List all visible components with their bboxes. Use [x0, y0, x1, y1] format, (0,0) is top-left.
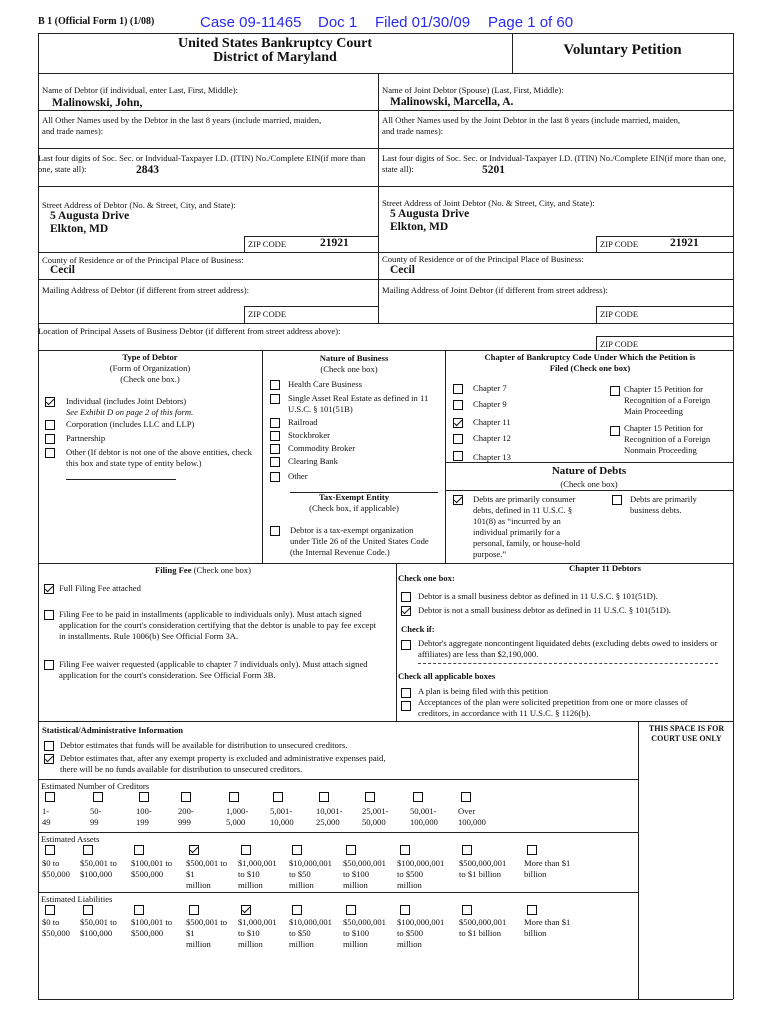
creditors-option-4: 1,000- 5,000	[226, 806, 249, 827]
no-funds-label: Debtor estimates that, after any exempt property is excluded and administrative expenses paid, there will be no funds available for distribution to unsecured creditors.	[60, 753, 386, 774]
assets-option-2: $100,001 to $500,000	[131, 858, 173, 879]
filing-fee-title-sub: (Check one box)	[193, 565, 251, 575]
chapter-13-label: Chapter 13	[473, 452, 511, 462]
health-care-checkbox[interactable]	[270, 380, 280, 390]
installments-checkbox[interactable]	[44, 610, 54, 620]
nature-of-debts-sub: (Check one box)	[560, 479, 618, 489]
health-care-label: Health Care Business	[288, 379, 362, 389]
plan-filed-label: A plan is being filed with this petition	[418, 686, 549, 696]
creditors-option-9: Over 100,000	[458, 806, 486, 827]
court-name: United States Bankruptcy Court	[177, 36, 373, 51]
tax-exempt-title: Tax-Exempt Entity	[318, 492, 390, 502]
other-entity-label: Other (If debtor is not one of the above entities, check this box and state type of entity below.)	[66, 447, 252, 468]
partnership-label: Partnership	[66, 433, 106, 443]
creditors-option-6: 10,001- 25,000	[316, 806, 343, 827]
debtor-name-label: Name of Debtor (if individual, enter Last, First, Middle):	[42, 85, 238, 95]
debtor-city[interactable]: Elkton, MD	[50, 223, 109, 235]
creditors-checkbox-6[interactable]	[319, 792, 329, 802]
assets-option-6: $50,000,001 to $100 million	[343, 858, 386, 890]
creditors-checkbox-0[interactable]	[45, 792, 55, 802]
debtor-zip[interactable]: 21921	[320, 237, 349, 249]
creditors-checkbox-2[interactable]	[139, 792, 149, 802]
stat-title: Statistical/Administrative Information	[42, 725, 184, 735]
stockbroker-label: Stockbroker	[288, 430, 331, 440]
assets-option-7: $100,000,001 to $500 million	[397, 858, 445, 890]
debtor-zip-label: ZIP CODE	[248, 239, 287, 249]
debtor-street[interactable]: 5 Augusta Drive	[50, 210, 130, 222]
assets-option-9: More than $1 billion	[524, 858, 571, 879]
liabilities-checkbox-7[interactable]	[400, 905, 410, 915]
assets-checkbox-2[interactable]	[134, 845, 144, 855]
no-funds-checkbox[interactable]	[44, 754, 54, 764]
full-fee-label: Full Filing Fee attached	[59, 583, 141, 593]
chapter-11-checkbox[interactable]	[453, 418, 463, 428]
assets-label: Estimated Assets	[41, 834, 100, 844]
assets-option-5: $10,000,001 to $50 million	[289, 858, 332, 890]
railroad-checkbox[interactable]	[270, 418, 280, 428]
creditors-checkbox-3[interactable]	[181, 792, 191, 802]
tax-exempt-checkbox[interactable]	[270, 526, 280, 536]
corporation-label: Corporation (includes LLC and LLP)	[66, 419, 195, 429]
assets-option-3: $500,001 to $1 million	[186, 858, 228, 890]
court-use-only: THIS SPACE IS FOR COURT USE ONLY	[648, 724, 725, 743]
assets-option-4: $1,000,001 to $10 million	[238, 858, 277, 890]
joint-other-names-label: All Other Names used by the Joint Debtor in the last 8 years (include married, maiden, and trade names):	[382, 115, 681, 136]
assets-option-0: $0 to $50,000	[42, 858, 70, 879]
joint-ssn-label: Last four digits of Soc. Sec. or Indvidual-Taxpayer I.D. (ITIN) No./Complete EIN(if more than one, state all):	[382, 153, 727, 174]
page-stamp: Page 1 of 60	[488, 14, 574, 31]
liabilities-label: Estimated Liabilities	[41, 894, 113, 904]
single-asset-checkbox[interactable]	[270, 394, 280, 404]
assets-checkbox-5[interactable]	[292, 845, 302, 855]
creditors-option-0: 1- 49	[42, 806, 51, 827]
assets-checkbox-3[interactable]	[189, 845, 199, 855]
ch11-check-all: Check all applicable boxes	[398, 671, 496, 681]
assets-option-8: $500,000,001 to $1 billion	[459, 858, 507, 879]
joint-county[interactable]: Cecil	[390, 264, 415, 276]
chapter-9-label: Chapter 9	[473, 399, 507, 409]
creditors-checkbox-8[interactable]	[413, 792, 423, 802]
liabilities-option-7: $100,000,001 to $500 million	[397, 917, 445, 949]
liabilities-checkbox-0[interactable]	[45, 905, 55, 915]
other-entity-checkbox[interactable]	[45, 448, 55, 458]
single-asset-label: Single Asset Real Estate as defined in 11 U.S.C. § 101(51B)	[288, 393, 429, 414]
stockbroker-checkbox[interactable]	[270, 431, 280, 441]
chapter-15-main-label: Chapter 15 Petition for Recognition of a Foreign Main Proceeding	[624, 384, 711, 416]
joint-address-label: Street Address of Joint Debtor (No. & Street, City, and State):	[382, 198, 595, 208]
joint-zip[interactable]: 21921	[670, 237, 699, 249]
tax-exempt-sub: (Check box, if applicable)	[309, 503, 399, 513]
funds-available-label: Debtor estimates that funds will be available for distribution to unsecured creditors.	[60, 740, 348, 750]
not-small-business-label: Debtor is not a small business debtor as defined in 11 U.S.C. § 101(51D).	[418, 605, 671, 615]
liabilities-option-3: $500,001 to $1 million	[186, 917, 228, 949]
debtor-address-label: Street Address of Debtor (No. & Street, City, and State):	[42, 200, 236, 210]
chapter-12-checkbox[interactable]	[453, 434, 463, 444]
assets-checkbox-1[interactable]	[83, 845, 93, 855]
creditors-checkbox-7[interactable]	[365, 792, 375, 802]
creditors-checkbox-1[interactable]	[93, 792, 103, 802]
chapter-7-checkbox[interactable]	[453, 384, 463, 394]
individual-note: See Exhibit D on page 2 of this form.	[66, 407, 194, 417]
filing-fee-title-text: Filing Fee	[155, 565, 192, 575]
corporation-checkbox[interactable]	[45, 420, 55, 430]
nature-of-debts-title: Nature of Debts	[551, 465, 627, 477]
chapter-7-label: Chapter 7	[473, 383, 507, 393]
not-small-business-checkbox[interactable]	[401, 606, 411, 616]
liabilities-checkbox-6[interactable]	[346, 905, 356, 915]
liabilities-option-0: $0 to $50,000	[42, 917, 70, 938]
assets-checkbox-0[interactable]	[45, 845, 55, 855]
clearing-bank-label: Clearing Bank	[288, 456, 338, 466]
creditors-option-1: 50- 99	[90, 806, 102, 827]
location-label: Location of Principal Assets of Business Debtor (if different from street address above):	[38, 326, 341, 336]
creditors-option-7: 25,001- 50,000	[362, 806, 389, 827]
clearing-bank-checkbox[interactable]	[270, 457, 280, 467]
chapter-11-label: Chapter 11	[473, 417, 511, 427]
liabilities-checkbox-9[interactable]	[527, 905, 537, 915]
debtor-county-label: County of Residence or of the Principal Place of Business:	[42, 255, 244, 265]
joint-mailing-label: Mailing Address of Joint Debtor (if different from street address):	[382, 285, 608, 295]
aggregate-debts-checkbox[interactable]	[401, 640, 411, 650]
debtor-mailing-zip-label: ZIP CODE	[248, 309, 287, 319]
funds-available-checkbox[interactable]	[44, 741, 54, 751]
location-zip-label: ZIP CODE	[600, 339, 639, 349]
plan-filed-checkbox[interactable]	[401, 688, 411, 698]
individual-label: Individual (includes Joint Debtors)	[66, 396, 187, 406]
filing-fee-title	[155, 565, 251, 576]
small-business-label: Debtor is a small business debtor as defined in 11 U.S.C. § 101(51D).	[418, 591, 658, 601]
joint-mailing-zip-label: ZIP CODE	[600, 309, 639, 319]
doc-stamp: Doc 1	[318, 14, 358, 31]
fee-waiver-checkbox[interactable]	[44, 660, 54, 670]
type-of-debtor-sub1: (Form of Organization)	[109, 363, 191, 373]
chapter-15-nonmain-label: Chapter 15 Petition for Recognition of a Foreign Nonmain Proceeding	[624, 423, 711, 455]
assets-checkbox-6[interactable]	[346, 845, 356, 855]
joint-ssn[interactable]: 5201	[482, 164, 505, 176]
individual-checkbox[interactable]	[45, 397, 55, 407]
form-id: B 1 (Official Form 1) (1/08)	[38, 16, 155, 27]
partnership-checkbox[interactable]	[45, 434, 55, 444]
debtor-mailing-label: Mailing Address of Debtor (if different from street address):	[42, 285, 249, 295]
ch11-check-one: Check one box:	[398, 573, 455, 583]
joint-name-label: Name of Joint Debtor (Spouse) (Last, First, Middle):	[382, 85, 564, 95]
railroad-label: Railroad	[288, 417, 318, 427]
petition-title: Voluntary Petition	[563, 42, 682, 58]
ch11-check-if: Check if:	[401, 624, 435, 634]
business-debts-label: Debts are primarily business debts.	[630, 494, 697, 515]
other-business-label: Other	[288, 471, 308, 481]
debtor-other-names-label: All Other Names used by the Debtor in the last 8 years (include married, maiden, and trade names):	[42, 115, 322, 136]
debtor-ssn[interactable]: 2843	[136, 164, 159, 176]
creditors-option-3: 200- 999	[178, 806, 194, 827]
chapter-15-nonmain-checkbox[interactable]	[610, 426, 620, 436]
liabilities-option-1: $50,001 to $100,000	[80, 917, 117, 938]
court-district: District of Maryland	[213, 50, 337, 65]
chapter-12-label: Chapter 12	[473, 433, 511, 443]
debtor-ssn-label: Last four digits of Soc. Sec. or Indvidual-Taxpayer I.D. (ITIN) No./Complete EIN(if more than one, state all):	[38, 153, 366, 174]
chapter-9-checkbox[interactable]	[453, 400, 463, 410]
nature-of-business-sub: (Check one box)	[320, 364, 378, 374]
creditors-option-8: 50,001- 100,000	[410, 806, 438, 827]
business-debts-checkbox[interactable]	[612, 495, 622, 505]
assets-option-1: $50,001 to $100,000	[80, 858, 117, 879]
aggregate-debts-label: Debtor's aggregate noncontingent liquidated debts (excluding debts owed to insiders or affiliates) are less than $2,190,000.	[418, 638, 718, 659]
consumer-debts-label: Debts are primarily consumer debts, defined in 11 U.S.C. § 101(8) as “incurred by an individual primarily for a personal, family, or house-hold purpose.”	[473, 494, 581, 559]
creditors-checkbox-4[interactable]	[229, 792, 239, 802]
creditors-label: Estimated Number of Creditors	[41, 781, 150, 791]
liabilities-checkbox-5[interactable]	[292, 905, 302, 915]
creditors-checkbox-5[interactable]	[273, 792, 283, 802]
liabilities-option-4: $1,000,001 to $10 million	[238, 917, 277, 949]
assets-checkbox-9[interactable]	[527, 845, 537, 855]
fee-waiver-label: Filing Fee waiver requested (applicable to chapter 7 individuals only). Must attach signed application for the court's consideration. See Official Form 3B.	[59, 659, 368, 680]
joint-county-label: County of Residence or of the Principal Place of Business:	[382, 254, 584, 264]
chapter-title: Chapter of Bankruptcy Code Under Which the Petition is Filed (Check one box)	[484, 352, 696, 373]
consumer-debts-checkbox[interactable]	[453, 495, 463, 505]
liabilities-option-2: $100,001 to $500,000	[131, 917, 173, 938]
full-fee-checkbox[interactable]	[44, 584, 54, 594]
assets-checkbox-7[interactable]	[400, 845, 410, 855]
liabilities-option-5: $10,000,001 to $50 million	[289, 917, 332, 949]
chapter-13-checkbox[interactable]	[453, 451, 463, 461]
type-of-debtor-sub2: (Check one box.)	[120, 374, 180, 384]
commodity-broker-label: Commodity Broker	[288, 443, 356, 453]
nature-of-business-title: Nature of Business	[319, 353, 389, 363]
other-business-checkbox[interactable]	[270, 472, 280, 482]
type-of-debtor-title: Type of Debtor	[122, 352, 178, 362]
debtor-name[interactable]: Malinowski, John,	[52, 97, 143, 109]
liabilities-option-8: $500,000,001 to $1 billion	[459, 917, 507, 938]
chapter-15-main-checkbox[interactable]	[610, 386, 620, 396]
creditors-checkbox-9[interactable]	[461, 792, 471, 802]
filed-date-stamp: Filed 01/30/09	[375, 14, 471, 31]
debtor-county[interactable]: Cecil	[50, 264, 75, 276]
liabilities-checkbox-4[interactable]	[241, 905, 251, 915]
liabilities-checkbox-1[interactable]	[83, 905, 93, 915]
liabilities-option-6: $50,000,001 to $100 million	[343, 917, 386, 949]
joint-city[interactable]: Elkton, MD	[390, 221, 449, 233]
ch11-title: Chapter 11 Debtors	[569, 563, 641, 573]
tax-exempt-label: Debtor is a tax-exempt organization under Title 26 of the United States Code (the Internal Revenue Code.)	[290, 525, 429, 557]
joint-name[interactable]: Malinowski, Marcella, A.	[390, 96, 514, 108]
joint-street[interactable]: 5 Augusta Drive	[390, 208, 470, 220]
acceptances-label: Acceptances of the plan were solicited prepetition from one or more classes of creditors, in accordance with 11 U.S.C. § 1126(b).	[418, 697, 688, 718]
joint-zip-label: ZIP CODE	[600, 239, 639, 249]
creditors-option-2: 100- 199	[136, 806, 152, 827]
case-number-stamp: Case 09-11465	[200, 14, 302, 31]
creditors-option-5: 5,001- 10,000	[270, 806, 294, 827]
assets-checkbox-4[interactable]	[241, 845, 251, 855]
installments-label: Filing Fee to be paid in installments (applicable to individuals only). Must attach signed application for the court's consideration certifying that the debtor is unable to pay fee except in installments. Rule 1006(b) See Official Form 3A.	[59, 609, 377, 641]
commodity-broker-checkbox[interactable]	[270, 444, 280, 454]
acceptances-checkbox[interactable]	[401, 701, 411, 711]
liabilities-checkbox-2[interactable]	[134, 905, 144, 915]
liabilities-checkbox-3[interactable]	[189, 905, 199, 915]
small-business-checkbox[interactable]	[401, 592, 411, 602]
assets-checkbox-8[interactable]	[462, 845, 472, 855]
liabilities-checkbox-8[interactable]	[462, 905, 472, 915]
liabilities-option-9: More than $1 billion	[524, 917, 571, 938]
